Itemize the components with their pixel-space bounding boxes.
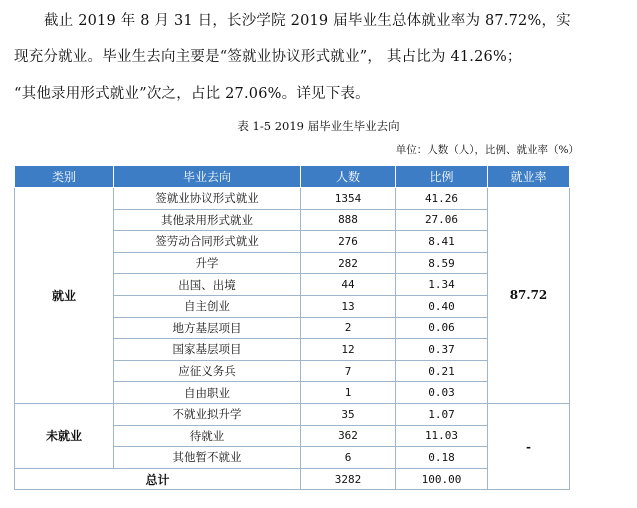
destination-cell: 自由职业: [114, 382, 301, 404]
header-ratio: 比例: [396, 166, 488, 188]
header-rate: 就业率: [488, 166, 570, 188]
table-header-row: [15, 166, 570, 188]
count-cell: 1354: [301, 188, 396, 210]
count-cell: 362: [301, 425, 396, 447]
count-cell: 1: [301, 382, 396, 404]
count-cell: 6: [301, 447, 396, 469]
destination-cell: 其他暂不就业: [114, 447, 301, 469]
ratio-cell: 1.07: [396, 403, 488, 425]
paragraph-line-3: “其他录用形式就业”次之，占比 27.06%。详见下表。: [14, 86, 370, 102]
table-unit-note: 单位：人数（人），比例、就业率（%）: [395, 144, 579, 156]
destination-cell: 待就业: [114, 425, 301, 447]
ratio-cell: 0.40: [396, 295, 488, 317]
destination-cell: 升学: [114, 252, 301, 274]
ratio-cell: 0.18: [396, 447, 488, 469]
rate-unemployed: -: [488, 403, 570, 489]
header-category: 类别: [15, 166, 114, 188]
table-row: [15, 403, 570, 425]
table-total-row: [15, 468, 570, 490]
destination-cell: 地方基层项目: [114, 317, 301, 339]
destination-cell: 出国、出境: [114, 274, 301, 296]
destination-cell: 签就业协议形式就业: [114, 188, 301, 210]
total-ratio: 100.00: [396, 468, 488, 490]
ratio-cell: 41.26: [396, 188, 488, 210]
ratio-cell: 8.41: [396, 231, 488, 253]
count-cell: 44: [301, 274, 396, 296]
ratio-cell: 0.21: [396, 360, 488, 382]
category-unemployed: 未就业: [15, 403, 114, 468]
table-caption: 表 1-5 2019 届毕业生毕业去向: [237, 119, 400, 133]
count-cell: 35: [301, 403, 396, 425]
count-cell: 7: [301, 360, 396, 382]
count-cell: 888: [301, 209, 396, 231]
rate-employed: 87.72: [488, 188, 570, 404]
destination-cell: 不就业拟升学: [114, 403, 301, 425]
ratio-cell: 11.03: [396, 425, 488, 447]
count-cell: 2: [301, 317, 396, 339]
destination-cell: 其他录用形式就业: [114, 209, 301, 231]
total-count: 3282: [301, 468, 396, 490]
count-cell: 282: [301, 252, 396, 274]
paragraph-line-2: 现充分就业。毕业生去向主要是“签就业协议形式就业”， 其占比为 41.26%；: [14, 49, 522, 65]
count-cell: 12: [301, 339, 396, 361]
ratio-cell: 0.37: [396, 339, 488, 361]
table-row: [15, 188, 570, 210]
destination-cell: 自主创业: [114, 295, 301, 317]
ratio-cell: 0.03: [396, 382, 488, 404]
header-destination: 毕业去向: [114, 166, 301, 188]
ratio-cell: 0.06: [396, 317, 488, 339]
ratio-cell: 27.06: [396, 209, 488, 231]
destination-cell: 国家基层项目: [114, 339, 301, 361]
header-count: 人数: [301, 166, 396, 188]
paragraph-line-1: 截止 2019 年 8 月 31 日，长沙学院 2019 届毕业生总体就业率为 87.72%，实: [44, 13, 571, 29]
total-label: 总计: [15, 468, 301, 490]
ratio-cell: 8.59: [396, 252, 488, 274]
count-cell: 276: [301, 231, 396, 253]
destination-cell: 签劳动合同形式就业: [114, 231, 301, 253]
destination-cell: 应征义务兵: [114, 360, 301, 382]
graduate-destination-table: [14, 165, 570, 490]
count-cell: 13: [301, 295, 396, 317]
ratio-cell: 1.34: [396, 274, 488, 296]
category-employed: 就业: [15, 188, 114, 404]
